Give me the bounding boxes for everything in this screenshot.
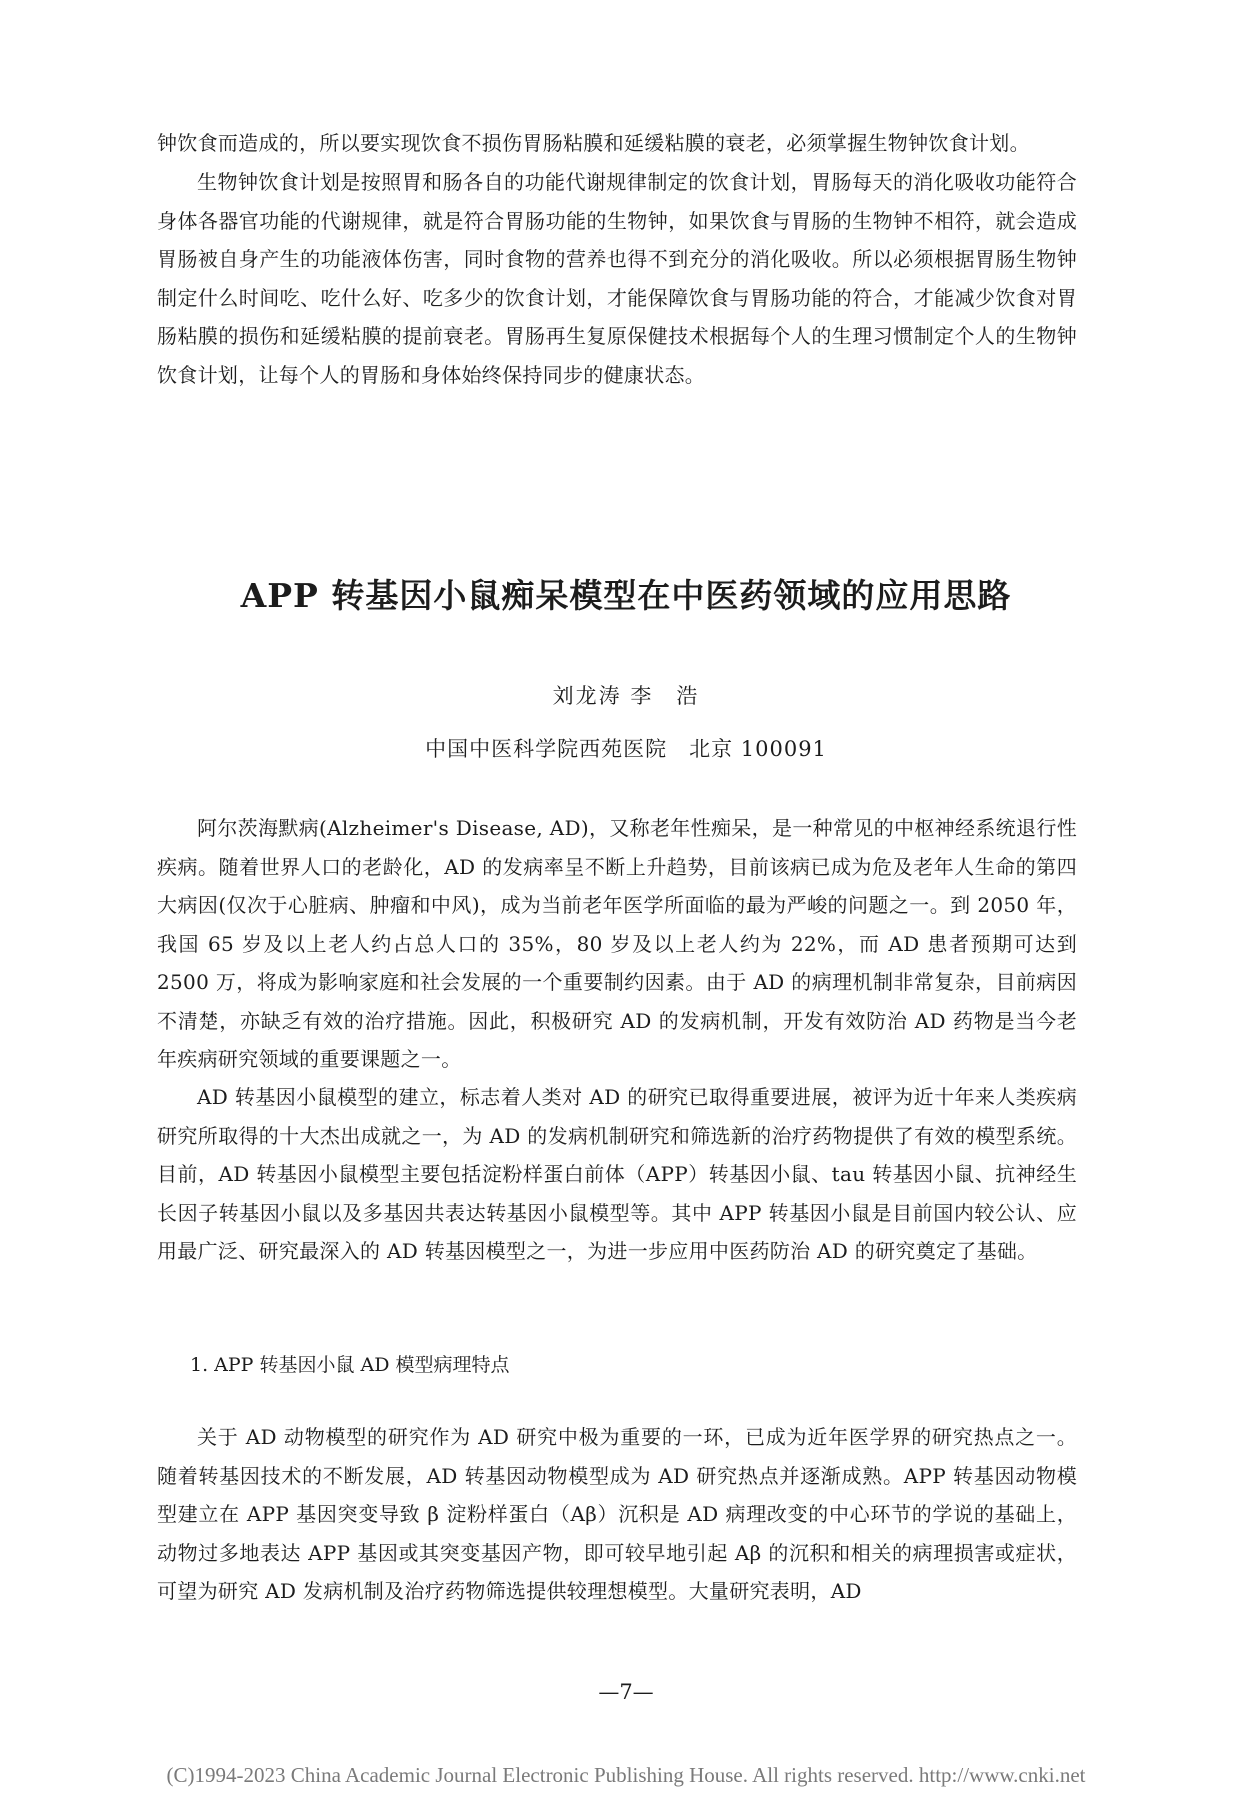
prev-article-continued-line: 钟饮食而造成的，所以要实现饮食不损伤胃肠粘膜和延缓粘膜的衰老，必须掌握生物钟饮食计划。 xyxy=(157,131,1030,155)
article-affiliation: 中国中医科学院西苑医院 北京 100091 xyxy=(425,737,827,761)
section-heading: 1. APP 转基因小鼠 AD 模型病理特点 xyxy=(190,1354,510,1376)
intro-paragraph-2: AD 转基因小鼠模型的建立，标志着人类对 AD 的研究已取得重要进展，被评为近十年来人类疾病研究所取得的十大杰出成就之一，为 AD 的发病机制研究和筛选新的治疗药物提供了有效的模型系统。目前，AD 转基因小鼠模型主要包括淀粉样蛋白前体（APP）转基因小鼠、tau 转基因小鼠、抗神经生长因子转基因小鼠以及多基因共表达转基因小鼠模型等。其中 APP 转基因小鼠是目前国内较公认、应用最广泛、研究最深入的 AD 转基因模型之一，为进一步应用中医药防治 AD 的研究奠定了基础。 xyxy=(157,1085,1077,1263)
article-authors: 刘龙涛 李 浩 xyxy=(552,684,700,708)
article-title: APP 转基因小鼠痴呆模型在中医药领域的应用思路 xyxy=(240,576,1012,615)
prev-article-paragraph: 生物钟饮食计划是按照胃和肠各自的功能代谢规律制定的饮食计划，胃肠每天的消化吸收功能符合身体各器官功能的代谢规律，就是符合胃肠功能的生物钟，如果饮食与胃肠的生物钟不相符，就会造成胃肠被自身产生的功能液体伤害，同时食物的营养也得不到充分的消化吸收。所以必须根据胃肠生物钟制定什么时间吃、吃什么好、吃多少的饮食计划，才能保障饮食与胃肠功能的符合，才能减少饮食对胃肠粘膜的损伤和延缓粘膜的提前衰老。胃肠再生复原保健技术根据每个人的生理习惯制定个人的生物钟饮食计划，让每个人的胃肠和身体始终保持同步的健康状态。 xyxy=(157,170,1077,387)
intro-paragraph-1: 阿尔茨海默病(Alzheimer's Disease, AD)，又称老年性痴呆，是一种常见的中枢神经系统退行性疾病。随着世界人口的老龄化，AD 的发病率呈不断上升趋势，目前该病已成为危及老年人生命的第四大病因(仅次于心脏病、肿瘤和中风)，成为当前老年医学所面临的最为严峻的问题之一。到 2050 年，我国 65 岁及以上老人约占总人口的 35%，80 岁及以上老人约为 22%，而 AD 患者预期可达到 2500 万，将成为影响家庭和社会发展的一个重要制约因素。由于 AD 的病理机制非常复杂，目前病因不清楚，亦缺乏有效的治疗措施。因此，积极研究 AD 的发病机制，开发有效防治 AD 药物是当今老年疾病研究领域的重要课题之一。 xyxy=(157,816,1077,1071)
section1-paragraph: 关于 AD 动物模型的研究作为 AD 研究中极为重要的一环，已成为近年医学界的研究热点之一。随着转基因技术的不断发展，AD 转基因动物模型成为 AD 研究热点并逐渐成熟。APP 转基因动物模型建立在 APP 基因突变导致 β 淀粉样蛋白（Aβ）沉积是 AD 病理改变的中心环节的学说的基础上，动物过多地表达 APP 基因或其突变基因产物，即可较早地引起 Aβ 的沉积和相关的病理损害或症状，可望为研究 AD 发病机制及治疗药物筛选提供较理想模型。大量研究表明，AD xyxy=(157,1425,1077,1603)
page-number: —7— xyxy=(598,1680,654,1704)
copyright-footer: (C)1994-2023 China Academic Journal Electronic Publishing House. All rights reserved. http://www.cnki.net xyxy=(166,1763,1086,1787)
